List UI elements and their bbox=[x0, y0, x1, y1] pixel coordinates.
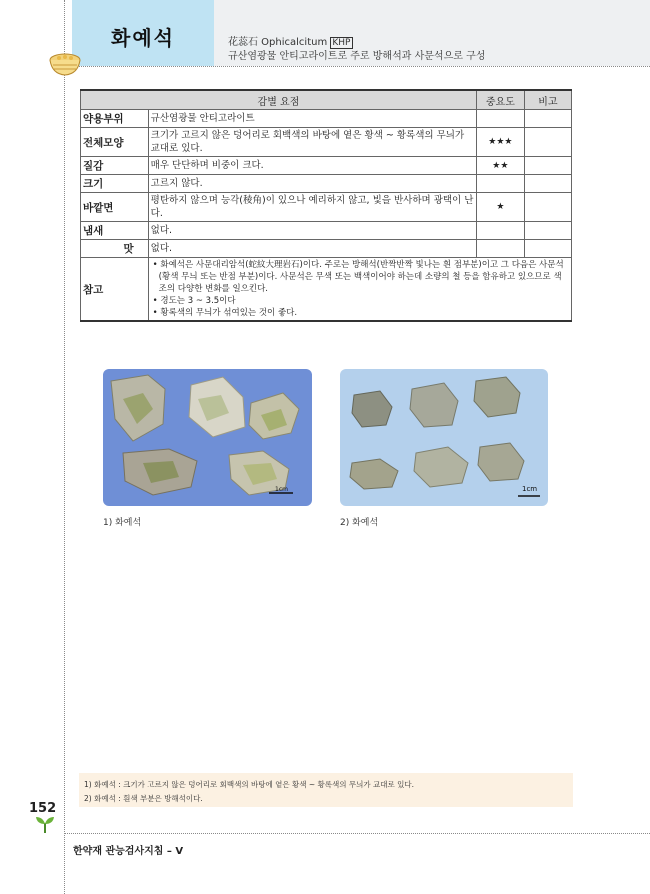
row-importance bbox=[476, 110, 524, 128]
reference-label: 참고 bbox=[81, 258, 149, 322]
scale-label-2: 1cm bbox=[522, 485, 538, 493]
table-row bbox=[81, 157, 572, 175]
row-label: 바깥면 bbox=[81, 193, 149, 222]
header-scientific-name bbox=[228, 33, 353, 48]
sprout-icon bbox=[34, 815, 56, 833]
row-label: 약용부위 bbox=[81, 110, 149, 128]
row-label: 크기 bbox=[81, 175, 149, 193]
specimen-photo-2 bbox=[340, 369, 548, 506]
row-importance: ★ bbox=[476, 193, 524, 222]
row-remarks bbox=[524, 157, 571, 175]
reference-item: • 화예석은 사문대리암석(蛇紋大理岩石)이다. 주로는 방해석(반짝반짝 빛나는 흰 점부분)이고 그 다음은 사문석(황색 무늬 또는 반점 부분)이다. 사문석은 무색 또는 백색이어야 하는데 소량의 철 등을 함유하고 있으므로 색조의 다양한 변화를 일으킨다. bbox=[152, 260, 564, 294]
reference-item: • 황록색의 무늬가 섞여있는 것이 좋다. bbox=[152, 308, 298, 318]
row-description: 매우 단단하며 비중이 크다. bbox=[148, 157, 476, 175]
row-importance bbox=[476, 222, 524, 240]
specimen-stones-2 bbox=[340, 369, 548, 506]
row-remarks bbox=[524, 193, 571, 222]
row-importance bbox=[476, 175, 524, 193]
row-description: 규산염광물 안티고라이트 bbox=[148, 110, 476, 128]
footer-title: 한약재 관능검사지침 – Ⅴ bbox=[73, 846, 184, 857]
header-divider bbox=[64, 66, 650, 67]
row-label: 전체모양 bbox=[81, 128, 149, 157]
reference-content bbox=[148, 258, 571, 322]
reference-row bbox=[81, 258, 572, 322]
col-header-remarks: 비고 bbox=[524, 90, 571, 110]
row-label: 냄새 bbox=[81, 222, 149, 240]
row-remarks bbox=[524, 240, 571, 258]
row-description: 평탄하지 않으며 능각(稜角)이 있으나 예리하지 않고, 빛을 반사하며 광택이 난다. bbox=[148, 193, 476, 222]
page-number: 152 bbox=[29, 801, 57, 816]
header-description: 규산염광물 안티고라이트로 주로 방해석과 사문석으로 구성 bbox=[228, 51, 486, 62]
row-description: 크기가 고르지 않은 덩어리로 회백색의 바탕에 옅은 황색 ~ 황록색의 무늬가 교대로 있다. bbox=[148, 128, 476, 157]
row-remarks bbox=[524, 110, 571, 128]
row-description: 없다. bbox=[148, 222, 476, 240]
header-hanja-name: 花蕊石 Ophicalcitum bbox=[228, 37, 328, 48]
row-importance: ★★★ bbox=[476, 128, 524, 157]
table-row bbox=[81, 175, 572, 193]
margin-dotted-line bbox=[64, 0, 65, 894]
table-row bbox=[81, 222, 572, 240]
scale-label-1: 1cm bbox=[275, 486, 288, 493]
footnote-1: 1) 화예석 : 크기가 고르지 않은 덩어리로 회백색의 바탕에 옅은 황색 ~ 황록색의 무늬가 교대로 있다. bbox=[84, 780, 414, 789]
herb-basket-icon bbox=[48, 50, 82, 78]
page-title: 화예석 bbox=[111, 26, 175, 50]
col-header-item: 감별 요점 bbox=[81, 90, 477, 110]
row-label: 질감 bbox=[81, 157, 149, 175]
row-label: 맛 bbox=[81, 240, 149, 258]
specimen-photo-1 bbox=[103, 369, 312, 506]
row-remarks bbox=[524, 128, 571, 157]
table-row bbox=[81, 193, 572, 222]
photo-caption-2: 2) 화예석 bbox=[340, 518, 379, 528]
footnote-2: 2) 화예석 : 흰색 부분은 방해석이다. bbox=[84, 794, 203, 803]
row-importance bbox=[476, 240, 524, 258]
photo-caption-1: 1) 화예석 bbox=[103, 518, 142, 528]
table-row bbox=[81, 240, 572, 258]
footer-divider bbox=[64, 833, 650, 834]
row-remarks bbox=[524, 175, 571, 193]
identification-table bbox=[80, 89, 572, 322]
khp-badge: KHP bbox=[332, 38, 351, 48]
row-description: 고르지 않다. bbox=[148, 175, 476, 193]
row-remarks bbox=[524, 222, 571, 240]
table-row bbox=[81, 110, 572, 128]
table-row bbox=[81, 128, 572, 157]
col-header-importance: 중요도 bbox=[476, 90, 524, 110]
reference-item: • 경도는 3 ~ 3.5이다 bbox=[152, 296, 236, 306]
row-description: 없다. bbox=[148, 240, 476, 258]
row-importance: ★★ bbox=[476, 157, 524, 175]
